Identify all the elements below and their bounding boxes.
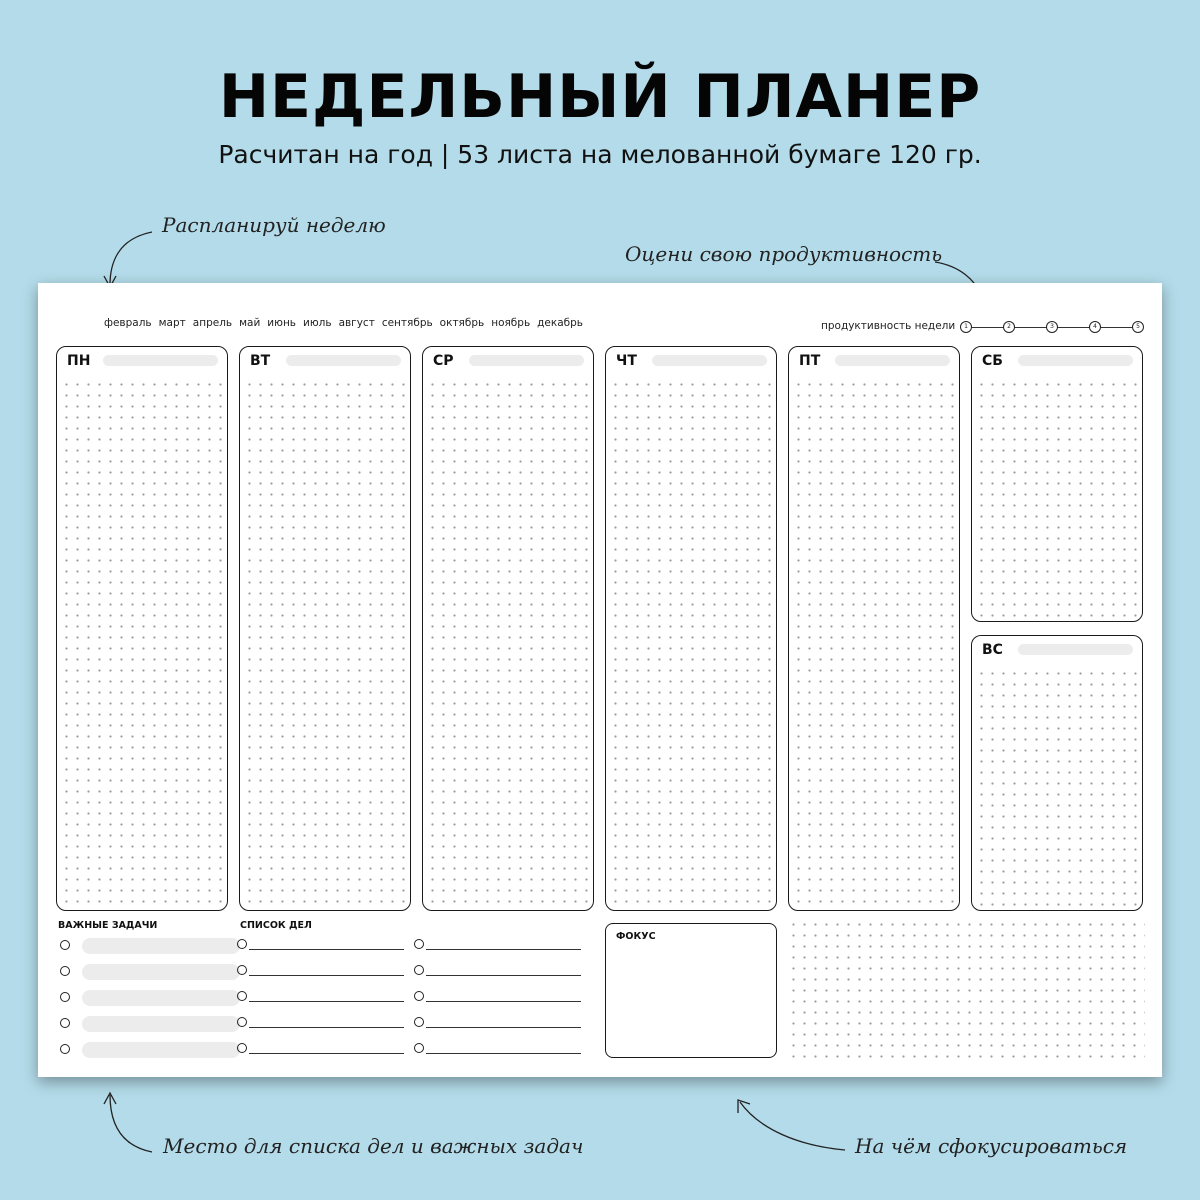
date-field[interactable] xyxy=(286,355,401,366)
day-box-saturday[interactable] xyxy=(971,346,1143,622)
months-row xyxy=(104,317,590,329)
day-label: ПН xyxy=(67,353,91,369)
annotation-focus-note: На чём сфокусироваться xyxy=(855,1134,1128,1158)
todo-line[interactable] xyxy=(249,1053,404,1054)
day-box-thursday[interactable] xyxy=(605,346,777,911)
day-label: СБ xyxy=(982,353,1003,369)
day-box-wednesday[interactable] xyxy=(422,346,594,911)
month-label[interactable]: май xyxy=(239,317,261,329)
todo-circle-icon[interactable] xyxy=(237,991,247,1001)
date-field[interactable] xyxy=(469,355,584,366)
todo-circle-icon[interactable] xyxy=(414,939,424,949)
productivity-rating-3[interactable]: 3 xyxy=(1046,321,1058,333)
date-field[interactable] xyxy=(1018,644,1133,655)
day-label: ВТ xyxy=(250,353,271,369)
day-box-tuesday[interactable] xyxy=(239,346,411,911)
todo-circle-icon[interactable] xyxy=(237,939,247,949)
month-label[interactable]: август xyxy=(338,317,375,329)
month-label[interactable]: февраль xyxy=(104,317,152,329)
productivity-rating-1[interactable]: 1 xyxy=(960,321,972,333)
date-field[interactable] xyxy=(103,355,218,366)
todo-line[interactable] xyxy=(426,1027,581,1028)
todo-list-label: СПИСОК ДЕЛ xyxy=(240,920,312,931)
task-circle-icon[interactable] xyxy=(60,1018,70,1028)
day-label: ВС xyxy=(982,642,1003,658)
month-label[interactable]: октябрь xyxy=(439,317,485,329)
month-label[interactable]: декабрь xyxy=(537,317,583,329)
todo-line[interactable] xyxy=(249,949,404,950)
task-circle-icon[interactable] xyxy=(60,966,70,976)
day-label: ЧТ xyxy=(616,353,637,369)
focus-label: ФОКУС xyxy=(616,931,656,942)
task-field[interactable] xyxy=(82,1042,240,1058)
productivity-rating-2[interactable]: 2 xyxy=(1003,321,1015,333)
notes-dot-grid[interactable] xyxy=(788,919,1145,1059)
important-tasks-label: ВАЖНЫЕ ЗАДАЧИ xyxy=(58,920,158,931)
todo-circle-icon[interactable] xyxy=(414,1043,424,1053)
day-box-monday[interactable] xyxy=(56,346,228,911)
task-field[interactable] xyxy=(82,964,240,980)
todo-circle-icon[interactable] xyxy=(237,1043,247,1053)
task-field[interactable] xyxy=(82,990,240,1006)
task-circle-icon[interactable] xyxy=(60,1044,70,1054)
productivity-rating-5[interactable]: 5 xyxy=(1132,321,1144,333)
day-label: СР xyxy=(433,353,454,369)
arrow-plan-week xyxy=(110,232,152,285)
annotation-plan-week: Распланируй неделю xyxy=(162,213,386,237)
annotation-rate-productivity: Оцени свою продуктивность xyxy=(625,242,943,266)
month-label[interactable]: март xyxy=(158,317,186,329)
todo-line[interactable] xyxy=(426,975,581,976)
month-label[interactable]: сентябрь xyxy=(381,317,433,329)
day-box-friday[interactable] xyxy=(788,346,960,911)
focus-box[interactable] xyxy=(605,923,777,1058)
date-field[interactable] xyxy=(652,355,767,366)
todo-line[interactable] xyxy=(249,1027,404,1028)
annotation-todo-note: Место для списка дел и важных задач xyxy=(163,1134,584,1158)
arrow-focus xyxy=(740,1102,845,1150)
task-circle-icon[interactable] xyxy=(60,940,70,950)
todo-circle-icon[interactable] xyxy=(414,991,424,1001)
month-label[interactable]: апрель xyxy=(192,317,233,329)
task-field[interactable] xyxy=(82,1016,240,1032)
planner-sheet xyxy=(38,283,1162,1077)
todo-line[interactable] xyxy=(249,1001,404,1002)
task-field[interactable] xyxy=(82,938,240,954)
day-label: ПТ xyxy=(799,353,821,369)
todo-line[interactable] xyxy=(426,1001,581,1002)
todo-line[interactable] xyxy=(426,949,581,950)
todo-line[interactable] xyxy=(249,975,404,976)
todo-circle-icon[interactable] xyxy=(237,965,247,975)
todo-circle-icon[interactable] xyxy=(237,1017,247,1027)
todo-line[interactable] xyxy=(426,1053,581,1054)
todo-circle-icon[interactable] xyxy=(414,965,424,975)
month-label[interactable]: июль xyxy=(303,317,332,329)
date-field[interactable] xyxy=(1018,355,1133,366)
date-field[interactable] xyxy=(835,355,950,366)
month-label[interactable]: июнь xyxy=(267,317,296,329)
page-title: НЕДЕЛЬНЫЙ ПЛАНЕР xyxy=(218,62,982,132)
todo-circle-icon[interactable] xyxy=(414,1017,424,1027)
productivity-rating-4[interactable]: 4 xyxy=(1089,321,1101,333)
productivity-label: продуктивность недели xyxy=(821,320,956,332)
page-subtitle: Расчитан на год | 53 листа на мелованной бумаге 120 гр. xyxy=(218,140,982,169)
task-circle-icon[interactable] xyxy=(60,992,70,1002)
month-label[interactable]: ноябрь xyxy=(491,317,531,329)
day-box-sunday[interactable] xyxy=(971,635,1143,911)
